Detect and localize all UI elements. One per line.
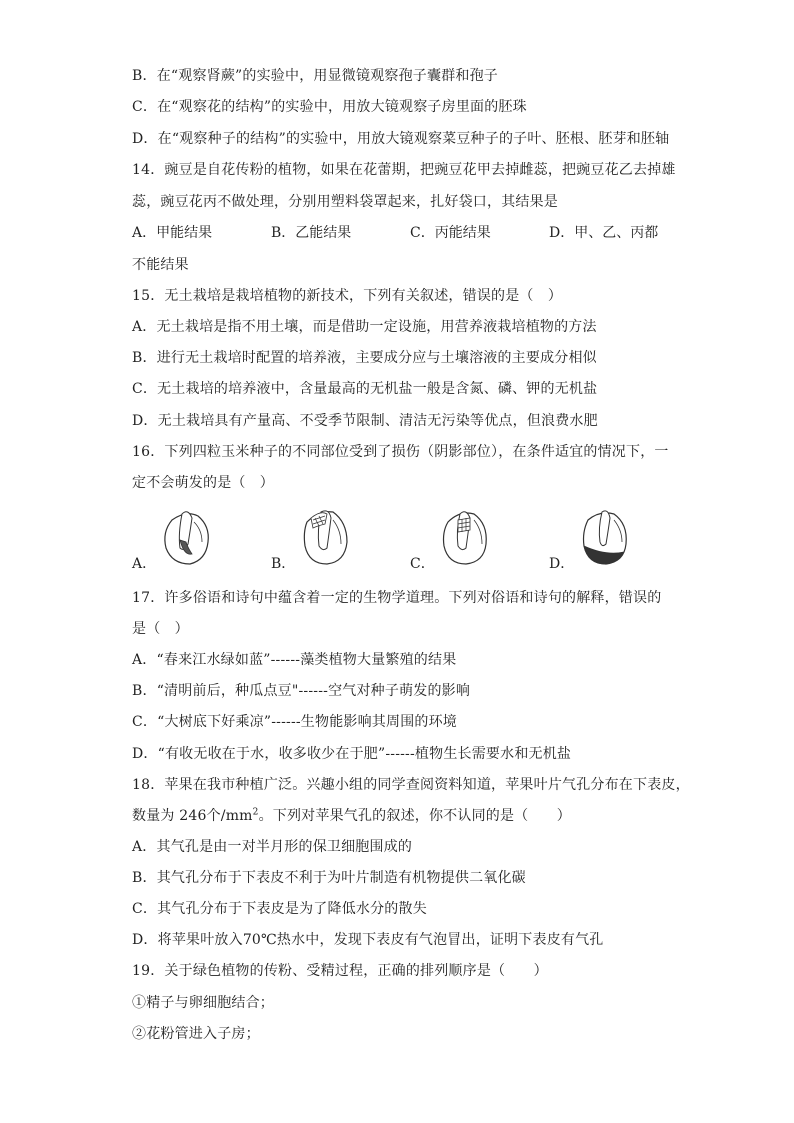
- q14-stem-line1: 14．豌豆是自花传粉的植物，如果在花蕾期，把豌豆花甲去掉雌蕊，把豌豆花乙去掉雄: [132, 162, 676, 178]
- q16-option-a: A．: [132, 556, 157, 572]
- q18-stem-line2: [132, 807, 571, 825]
- q19-item-1: ①精子与卵细胞结合；: [132, 995, 274, 1011]
- corn-seed-b-figure: [297, 508, 353, 568]
- corn-seed-c-figure: [436, 508, 492, 568]
- q13-option-b: B．在“观察肾蕨”的实验中，用显微镜观察孢子囊群和孢子: [132, 68, 499, 84]
- q18-stem-before: 数量为 246个/mm: [132, 808, 253, 824]
- q15-stem: 15．无土栽培是栽培植物的新技术，下列有关叙述，错误的是（ ）: [132, 288, 563, 304]
- q18-option-c: C．其气孔分布于下表皮是为了降低水分的散失: [132, 901, 427, 917]
- q16-stem-line1: 16．下列四粒玉米种子的不同部位受到了损伤（阴影部位），在条件适宜的情况下，一: [132, 444, 669, 460]
- q18-option-d: D．将苹果叶放入70℃热水中，发现下表皮有气泡冒出，证明下表皮有气孔: [132, 932, 604, 948]
- q19-item-2: ②花粉管进入子房；: [132, 1026, 260, 1042]
- q14-stem-line2: 蕊，豌豆花丙不做处理，分别用塑料袋罩起来，扎好袋口，其结果是: [132, 194, 558, 210]
- q18-stem-superscript: 2: [252, 807, 259, 818]
- q17-option-b: B．“清明前后，种瓜点豆"------空气对种子萌发的影响: [132, 683, 471, 699]
- q18-stem-line1: 18．苹果在我市种植广泛。兴趣小组的同学查阅资料知道，苹果叶片气孔分布在下表皮，: [132, 777, 690, 793]
- q17-stem-line2: 是（ ）: [132, 621, 189, 637]
- q16-stem-line2: 定不会萌发的是（ ）: [132, 475, 274, 491]
- q16-option-b: B．: [271, 556, 296, 572]
- q15-option-d: D．无土栽培具有产量高、不受季节限制、清洁无污染等优点，但浪费水肥: [132, 413, 598, 429]
- q17-option-a: A．“春来江水绿如蓝”------藻类植物大量繁殖的结果: [132, 652, 457, 668]
- q15-option-b: B．进行无土栽培时配置的培养液，主要成分应与土壤溶液的主要成分相似: [132, 350, 597, 366]
- q16-option-d: D．: [549, 556, 575, 572]
- q14-option-c: C．丙能结果: [410, 225, 491, 241]
- corn-seed-a-figure: [158, 508, 214, 568]
- q17-option-d: D．“有收无收在于水，收多收少在于肥”------植物生长需要水和无机盐: [132, 746, 572, 762]
- q15-option-a: A．无土栽培是指不用土壤，而是借助一定设施，用营养液栽培植物的方法: [132, 319, 597, 335]
- q14-option-b: B．乙能结果: [271, 225, 352, 241]
- q13-option-c: C．在“观察花的结构”的实验中，用放大镜观察子房里面的胚珠: [132, 99, 527, 115]
- q18-option-b: B．其气孔分布于下表皮不利于为叶片制造有机物提供二氧化碳: [132, 870, 526, 886]
- corn-seed-d-figure: [576, 508, 632, 568]
- q19-stem: 19．关于绿色植物的传粉、受精过程，正确的排列顺序是（ ）: [132, 963, 548, 979]
- q14-option-d-cont: 不能结果: [132, 257, 189, 273]
- q17-stem-line1: 17．许多俗语和诗句中蕴含着一定的生物学道理。下列对俗语和诗句的解释，错误的: [132, 590, 662, 606]
- q13-option-d: D．在“观察种子的结构”的实验中，用放大镜观察菜豆种子的子叶、胚根、胚芽和胚轴: [132, 131, 670, 147]
- q17-option-c: C．“大树底下好乘凉”------生物能影响其周围的环境: [132, 714, 458, 730]
- q15-option-c: C．无土栽培的培养液中，含量最高的无机盐一般是含氮、磷、钾的无机盐: [132, 381, 598, 397]
- q16-option-c: C．: [410, 556, 435, 572]
- q14-option-a: A．甲能结果: [132, 225, 213, 241]
- q18-stem-after: 。下列对苹果气孔的叙述，你不认同的是（ ）: [258, 808, 571, 824]
- q14-option-d: D．甲、乙、丙都: [549, 225, 659, 241]
- q18-option-a: A．其气孔是由一对半月形的保卫细胞围成的: [132, 839, 413, 855]
